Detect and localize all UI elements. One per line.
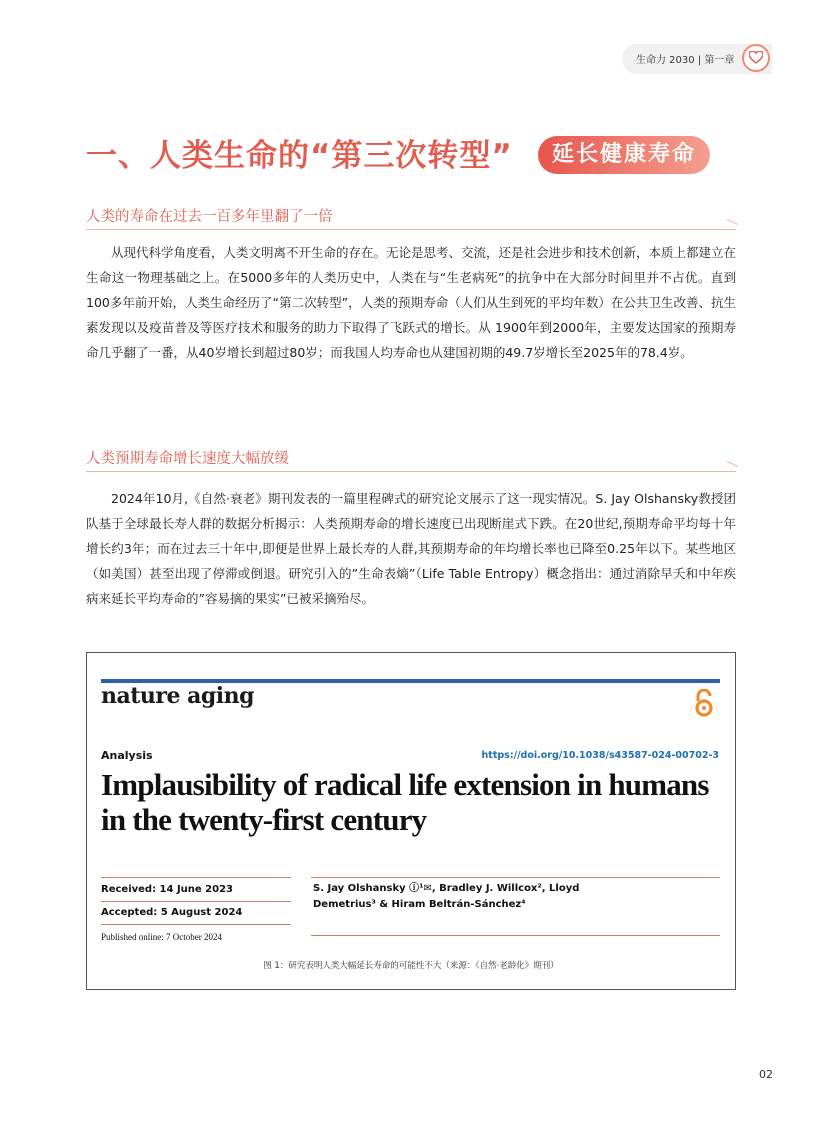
meta-divider	[101, 901, 291, 902]
paper-title: Implausibility of radical life extension in humans in the twenty-first century	[101, 767, 709, 837]
meta-divider	[101, 924, 291, 925]
figure-paper-screenshot	[86, 652, 736, 990]
paragraph-text: 2024年10月,《自然·衰老》期刊发表的一篇里程碑式的研究论文展示了这一现实情况。S. Jay Olshansky教授团队基于全球最长寿人群的数据分析揭示：人类预期寿命的增长速度已出现断崖式下跌。在20世纪,预期寿命平均每十年增长约3年；而在过去三十年中,即便是世界上最长寿的人群,其预期寿命的年均增长率也已降至0.25年以下。某些地区（如美国）甚至出现了停滞或倒退。研究引入的”生命表熵”（Life Table Entropy）概念指出：通过消除早夭和中年疾病来延长平均寿命的”容易摘的果实”已被采摘殆尽。	[86, 491, 736, 606]
doi-link[interactable]: https://doi.org/10.1038/s43587-024-00702-3	[481, 750, 719, 761]
section-heading-2: 人类预期寿命增长速度大幅放缓	[86, 451, 289, 467]
published-date: Published online: 7 October 2024	[101, 932, 222, 942]
section-heading-1: 人类的寿命在过去一百多年里翻了一倍	[86, 209, 333, 225]
author-divider-bottom	[311, 935, 720, 936]
section-divider-1	[86, 229, 736, 230]
open-access-icon	[693, 689, 715, 717]
section-paragraph-1	[86, 240, 736, 365]
received-date: Received: 14 June 2023	[101, 884, 234, 895]
chapter-tag-text: 生命力 2030 | 第一章	[636, 55, 735, 66]
paragraph-text: 从现代科学角度看，人类文明离不开生命的存在。无论是思考、交流，还是社会进步和技术创新，本质上都建立在生命这一物理基础之上。在5000多年的人类历史中，人类在与“生老病死”的抗争中在大部分时间里并不占优。直到100多年前开始，人类生命经历了“第二次转型”，人类的预期寿命（人们从生到死的平均年数）在公共卫生改善、抗生素发现以及疫苗普及等医疗技术和服务的助力下取得了飞跃式的增长。从 1900年到2000年，主要发达国家的预期寿命几乎翻了一番，从40岁增长到超过80岁；而我国人均寿命也从建国初期的49.7岁增长至2025年的78.4岁。	[86, 245, 737, 360]
heart-icon	[742, 44, 770, 72]
journal-logo: nature aging	[101, 683, 255, 709]
figure-caption: 图 1：研究表明人类大幅延长寿命的可能性不大（来源：《自然·老龄化》期刊）	[263, 961, 559, 971]
article-type: Analysis	[101, 749, 153, 762]
author-list: S. Jay Olshansky ⓘ¹✉, Bradley J. Willcox², Lloyd Demetrius³ & Hiram Beltrán-Sánchez⁴	[313, 883, 580, 910]
page-number: 02	[759, 1068, 773, 1081]
page-title: 一、人类生命的“第三次转型”	[86, 138, 513, 174]
meta-divider	[101, 877, 291, 878]
accepted-date: Accepted: 5 August 2024	[101, 907, 243, 918]
title-pill-badge: 延长健康寿命	[538, 136, 710, 174]
section-paragraph-2	[86, 486, 736, 611]
author-divider-top	[311, 877, 720, 878]
section-divider-2	[86, 471, 736, 472]
